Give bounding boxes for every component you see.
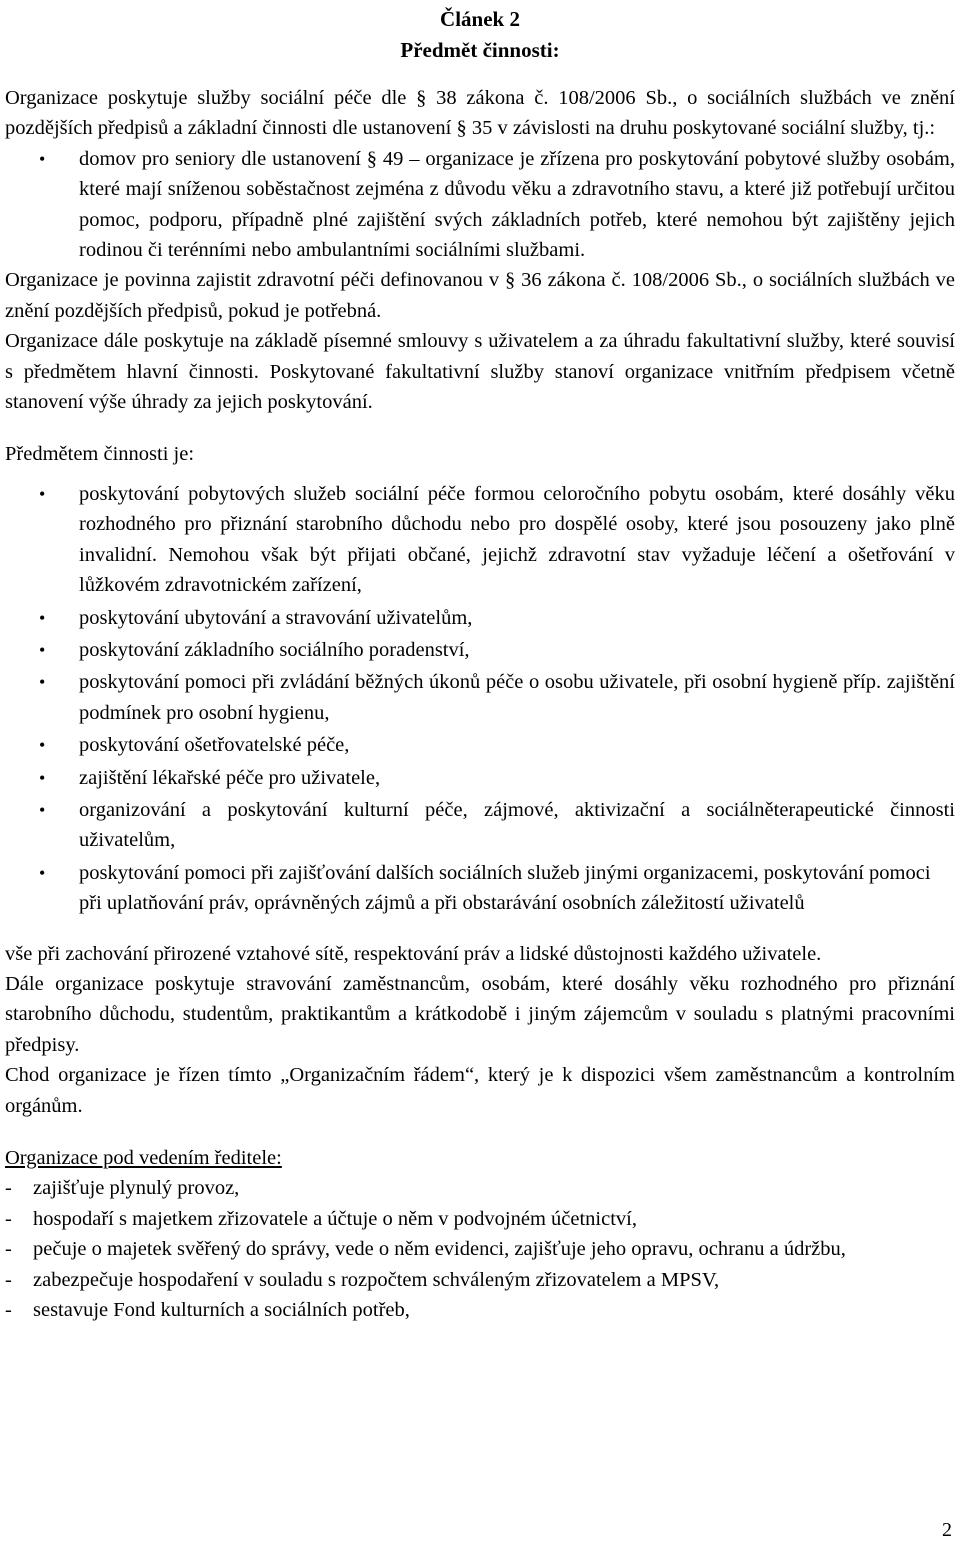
- dash-marker: -: [5, 1238, 12, 1261]
- bullet-icon: •: [39, 862, 46, 883]
- director-duties-list: [5, 1173, 955, 1325]
- list-item-text: poskytování pobytových služeb sociální péče formou celoročního pobytu osobám, které dosáhly věku rozhodného pro přiznání starobního důchodu nebo pro dospělé osoby, které jsou posouzeny jako plně invalidní. Nemohou však být přijati občané, jejichž zdravotní stav vyžaduje léčení a ošetřování v lůžkovém zdravotnickém zařízení,: [79, 482, 955, 597]
- list-item-text: domov pro seniory dle ustanovení § 49 – organizace je zřízena pro poskytování pobytové služby osobám, které mají sníženou soběstačnost zejména z důvodu věku a zdravotního stavu, a které již potřebují určitou pomoc, podporu, případně plné zajištění svých základních potřeb, které nemohou být zajištěny jejich rodinou či terénními nebo ambulantními sociálními službami.: [79, 147, 955, 262]
- list-item: [5, 667, 955, 728]
- list-item: [5, 479, 955, 601]
- dash-marker: -: [5, 1177, 12, 1200]
- list-item-text: organizování a poskytování kulturní péče, zájmové, aktivizační a sociálněterapeutické činnosti uživatelům,: [79, 798, 955, 852]
- list-item-text: zabezpečuje hospodaření v souladu s rozpočtem schváleným zřizovatelem a MPSV,: [33, 1268, 720, 1291]
- list-item-text: poskytování ošetřovatelské péče,: [79, 734, 350, 757]
- list-item-text: poskytování pomoci při zvládání běžných úkonů péče o osobu uživatele, při osobní hygieně příp. zajištění podmínek pro osobní hygienu,: [79, 671, 955, 724]
- health-care-paragraph: Organizace je povinna zajistit zdravotní péči definovanou v § 36 zákona č. 108/2006 Sb., o sociálních službách ve znění pozdějších předpisů, pokud je potřebná.: [5, 269, 955, 322]
- list-item: [5, 1173, 955, 1203]
- director-label: Organizace pod vedením ředitele:: [5, 1147, 282, 1169]
- bullet-icon: •: [39, 799, 46, 820]
- bullet-icon: •: [39, 767, 46, 788]
- article-title: Předmět činnosti:: [400, 38, 560, 62]
- respect-paragraph: vše při zachování přirozené vztahové sítě, respektování práv a lidské důstojnosti každého uživatele.: [5, 942, 822, 965]
- article-number: Článek 2: [440, 7, 520, 31]
- list-item: [5, 144, 955, 266]
- list-item-text: poskytování ubytování a stravování uživatelům,: [79, 606, 473, 629]
- list-item: [5, 1204, 955, 1234]
- bullet-icon: •: [39, 672, 46, 693]
- list-item: [5, 635, 955, 665]
- catering-paragraph: Dále organizace poskytuje stravování zaměstnancům, osobám, které dosáhly věku rozhodného pro přiznání starobního důchodu, studentům, praktikantům a krátkodobě i jiným zájemcům v souladu s platnými pracovními předpisy.: [5, 972, 955, 1056]
- dash-marker: -: [5, 1268, 12, 1291]
- list-item-text: sestavuje Fond kulturních a sociálních potřeb,: [33, 1299, 410, 1322]
- bullet-icon: •: [39, 735, 46, 756]
- list-item-text: hospodaří s majetkem zřizovatele a účtuje o něm v podvojném účetnictví,: [33, 1207, 637, 1230]
- list-item: [5, 1234, 955, 1264]
- list-item: [5, 763, 955, 793]
- list-item: [5, 795, 955, 856]
- activities-label: Předmětem činnosti je:: [5, 443, 195, 466]
- list-item: [5, 603, 955, 633]
- bullet-icon: •: [39, 483, 46, 504]
- list-item-text: zajišťuje plynulý provoz,: [33, 1177, 240, 1200]
- bullet-icon: •: [39, 639, 46, 660]
- bullet-icon: •: [39, 607, 46, 628]
- intro-paragraph: Organizace poskytuje služby sociální péče dle § 38 zákona č. 108/2006 Sb., o sociálních službách ve znění pozdějších předpisů a základní činnosti dle ustanovení § 35 v závislosti na druhu poskytované sociální služby, tj.:: [5, 87, 955, 140]
- page-number: 2: [942, 1519, 952, 1541]
- list-item-text: zajištění lékařské péče pro uživatele,: [79, 766, 381, 789]
- list-item: [5, 1265, 955, 1295]
- governance-paragraph: Chod organizace je řízen tímto „Organizačním řádem“, který je k dispozici všem zaměstnancům a kontrolním orgánům.: [5, 1064, 955, 1117]
- list-item: [5, 1295, 955, 1325]
- list-item-text: poskytování základního sociálního poradenství,: [79, 638, 470, 661]
- list-item-text: pečuje o majetek svěřený do správy, vede o něm evidenci, zajišťuje jeho opravu, ochranu a údržbu,: [33, 1238, 846, 1261]
- service-type-list: [5, 144, 955, 266]
- list-item: [5, 858, 955, 919]
- list-item-text: poskytování pomoci při zajišťování dalších sociálních služeb jinými organizacemi, poskytování pomoci při uplatňování práv, oprávněných zájmů a při obstarávání osobních záležitostí uživatelů: [79, 861, 931, 915]
- list-item: [5, 730, 955, 760]
- optional-services-paragraph: Organizace dále poskytuje na základě písemné smlouvy s uživatelem a za úhradu fakultativní služby, které souvisí s předmětem hlavní činnosti. Poskytované fakultativní služby stanoví organizace vnitřním předpisem včetně stanovení výše úhrady za jejich poskytování.: [5, 330, 955, 414]
- bullet-icon: •: [39, 148, 46, 169]
- document-body: [5, 4, 955, 1325]
- dash-marker: -: [5, 1207, 12, 1230]
- activities-list: [5, 479, 955, 919]
- dash-marker: -: [5, 1299, 12, 1322]
